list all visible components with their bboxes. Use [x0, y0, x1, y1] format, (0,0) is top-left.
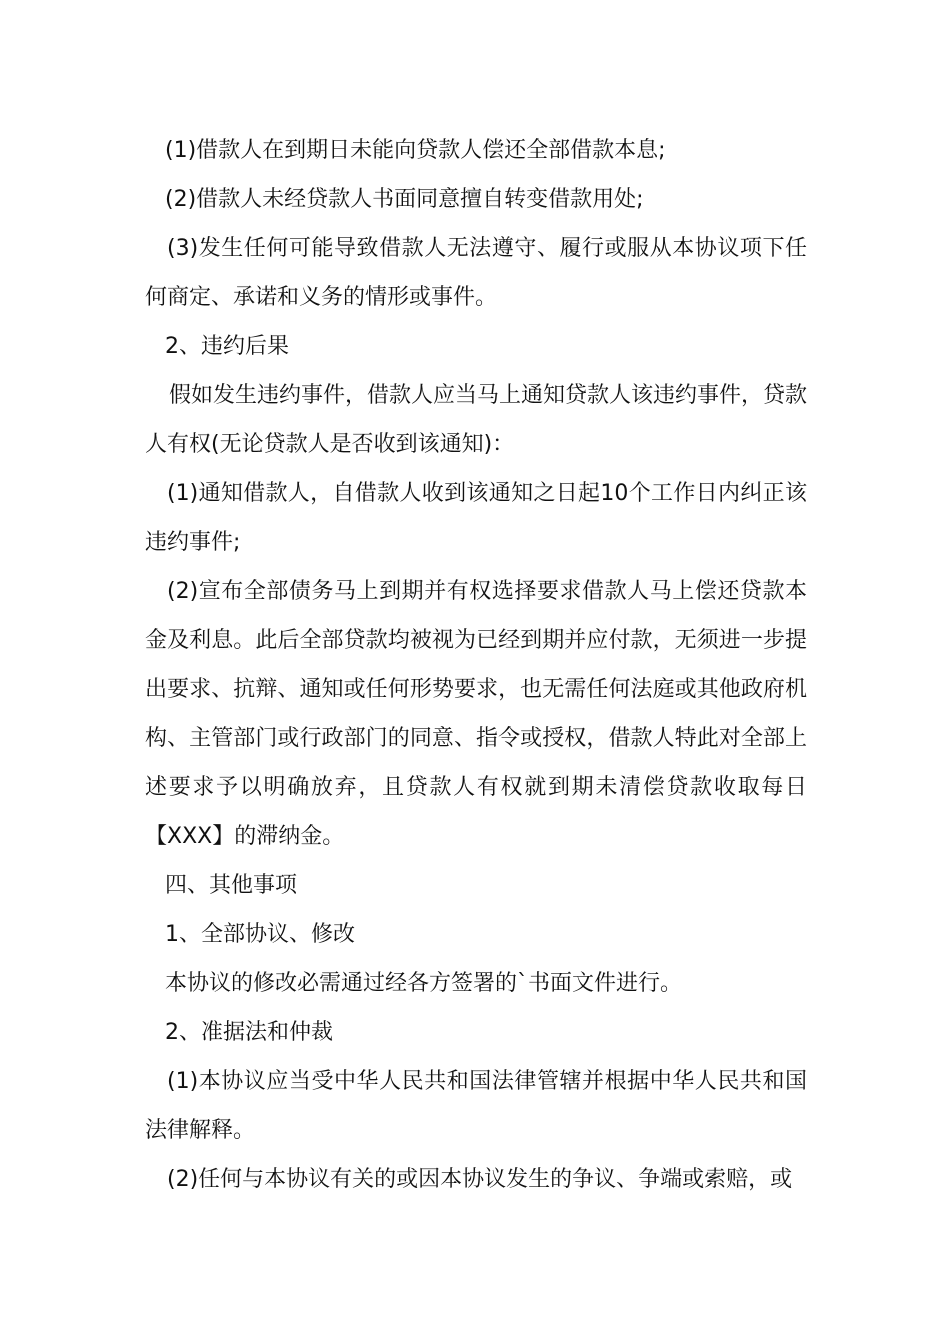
paragraph-law-item-1: (1)本协议应当受中华人民共和国法律管辖并根据中华人民共和国法律解释。: [145, 1069, 807, 1143]
paragraph-remedy-item-2: (2)宣布全部债务马上到期并有权选择要求借款人马上偿还贷款本金及利息。此后全部贷款均被视为已经到期并应付款，无须进一步提出要求、抗辩、通知或任何形势要求，也无需任何法庭或其他政府机构、主管部门或行政部门的同意、指令或授权，借款人特此对全部上述要求予以明确放弃，且贷款人有权就到期未清偿贷款收取每日【XXX】的滞纳金。: [145, 579, 807, 849]
paragraph-default-item-3: (3)发生任何可能导致借款人无法遵守、履行或服从本协议项下任何商定、承诺和义务的情形或事件。: [145, 236, 807, 310]
paragraph-amendment: 本协议的修改必需通过经各方签署的`书面文件进行。: [165, 971, 683, 996]
paragraph-remedy-item-1: (1)通知借款人，自借款人收到该通知之日起10个工作日内纠正该违约事件;: [145, 481, 807, 555]
section-heading-breach-consequences: 2、违约后果: [165, 334, 289, 359]
section-heading-entire-agreement: 1、全部协议、修改: [165, 922, 355, 947]
paragraph-default-item-2: (2)借款人未经贷款人书面同意擅自转变借款用处;: [165, 187, 644, 212]
paragraph-law-item-2: (2)任何与本协议有关的或因本协议发生的争议、争端或索赔，或: [167, 1167, 793, 1192]
paragraph-default-item-1: (1)借款人在到期日未能向贷款人偿还全部借款本息;: [165, 138, 666, 163]
section-heading-other-matters: 四、其他事项: [165, 873, 298, 898]
paragraph-breach-notice: 假如发生违约事件，借款人应当马上通知贷款人该违约事件，贷款人有权(无论贷款人是否收到该通知)：: [145, 383, 808, 457]
section-heading-governing-law: 2、准据法和仲裁: [165, 1020, 333, 1045]
document-body: [145, 126, 807, 1204]
